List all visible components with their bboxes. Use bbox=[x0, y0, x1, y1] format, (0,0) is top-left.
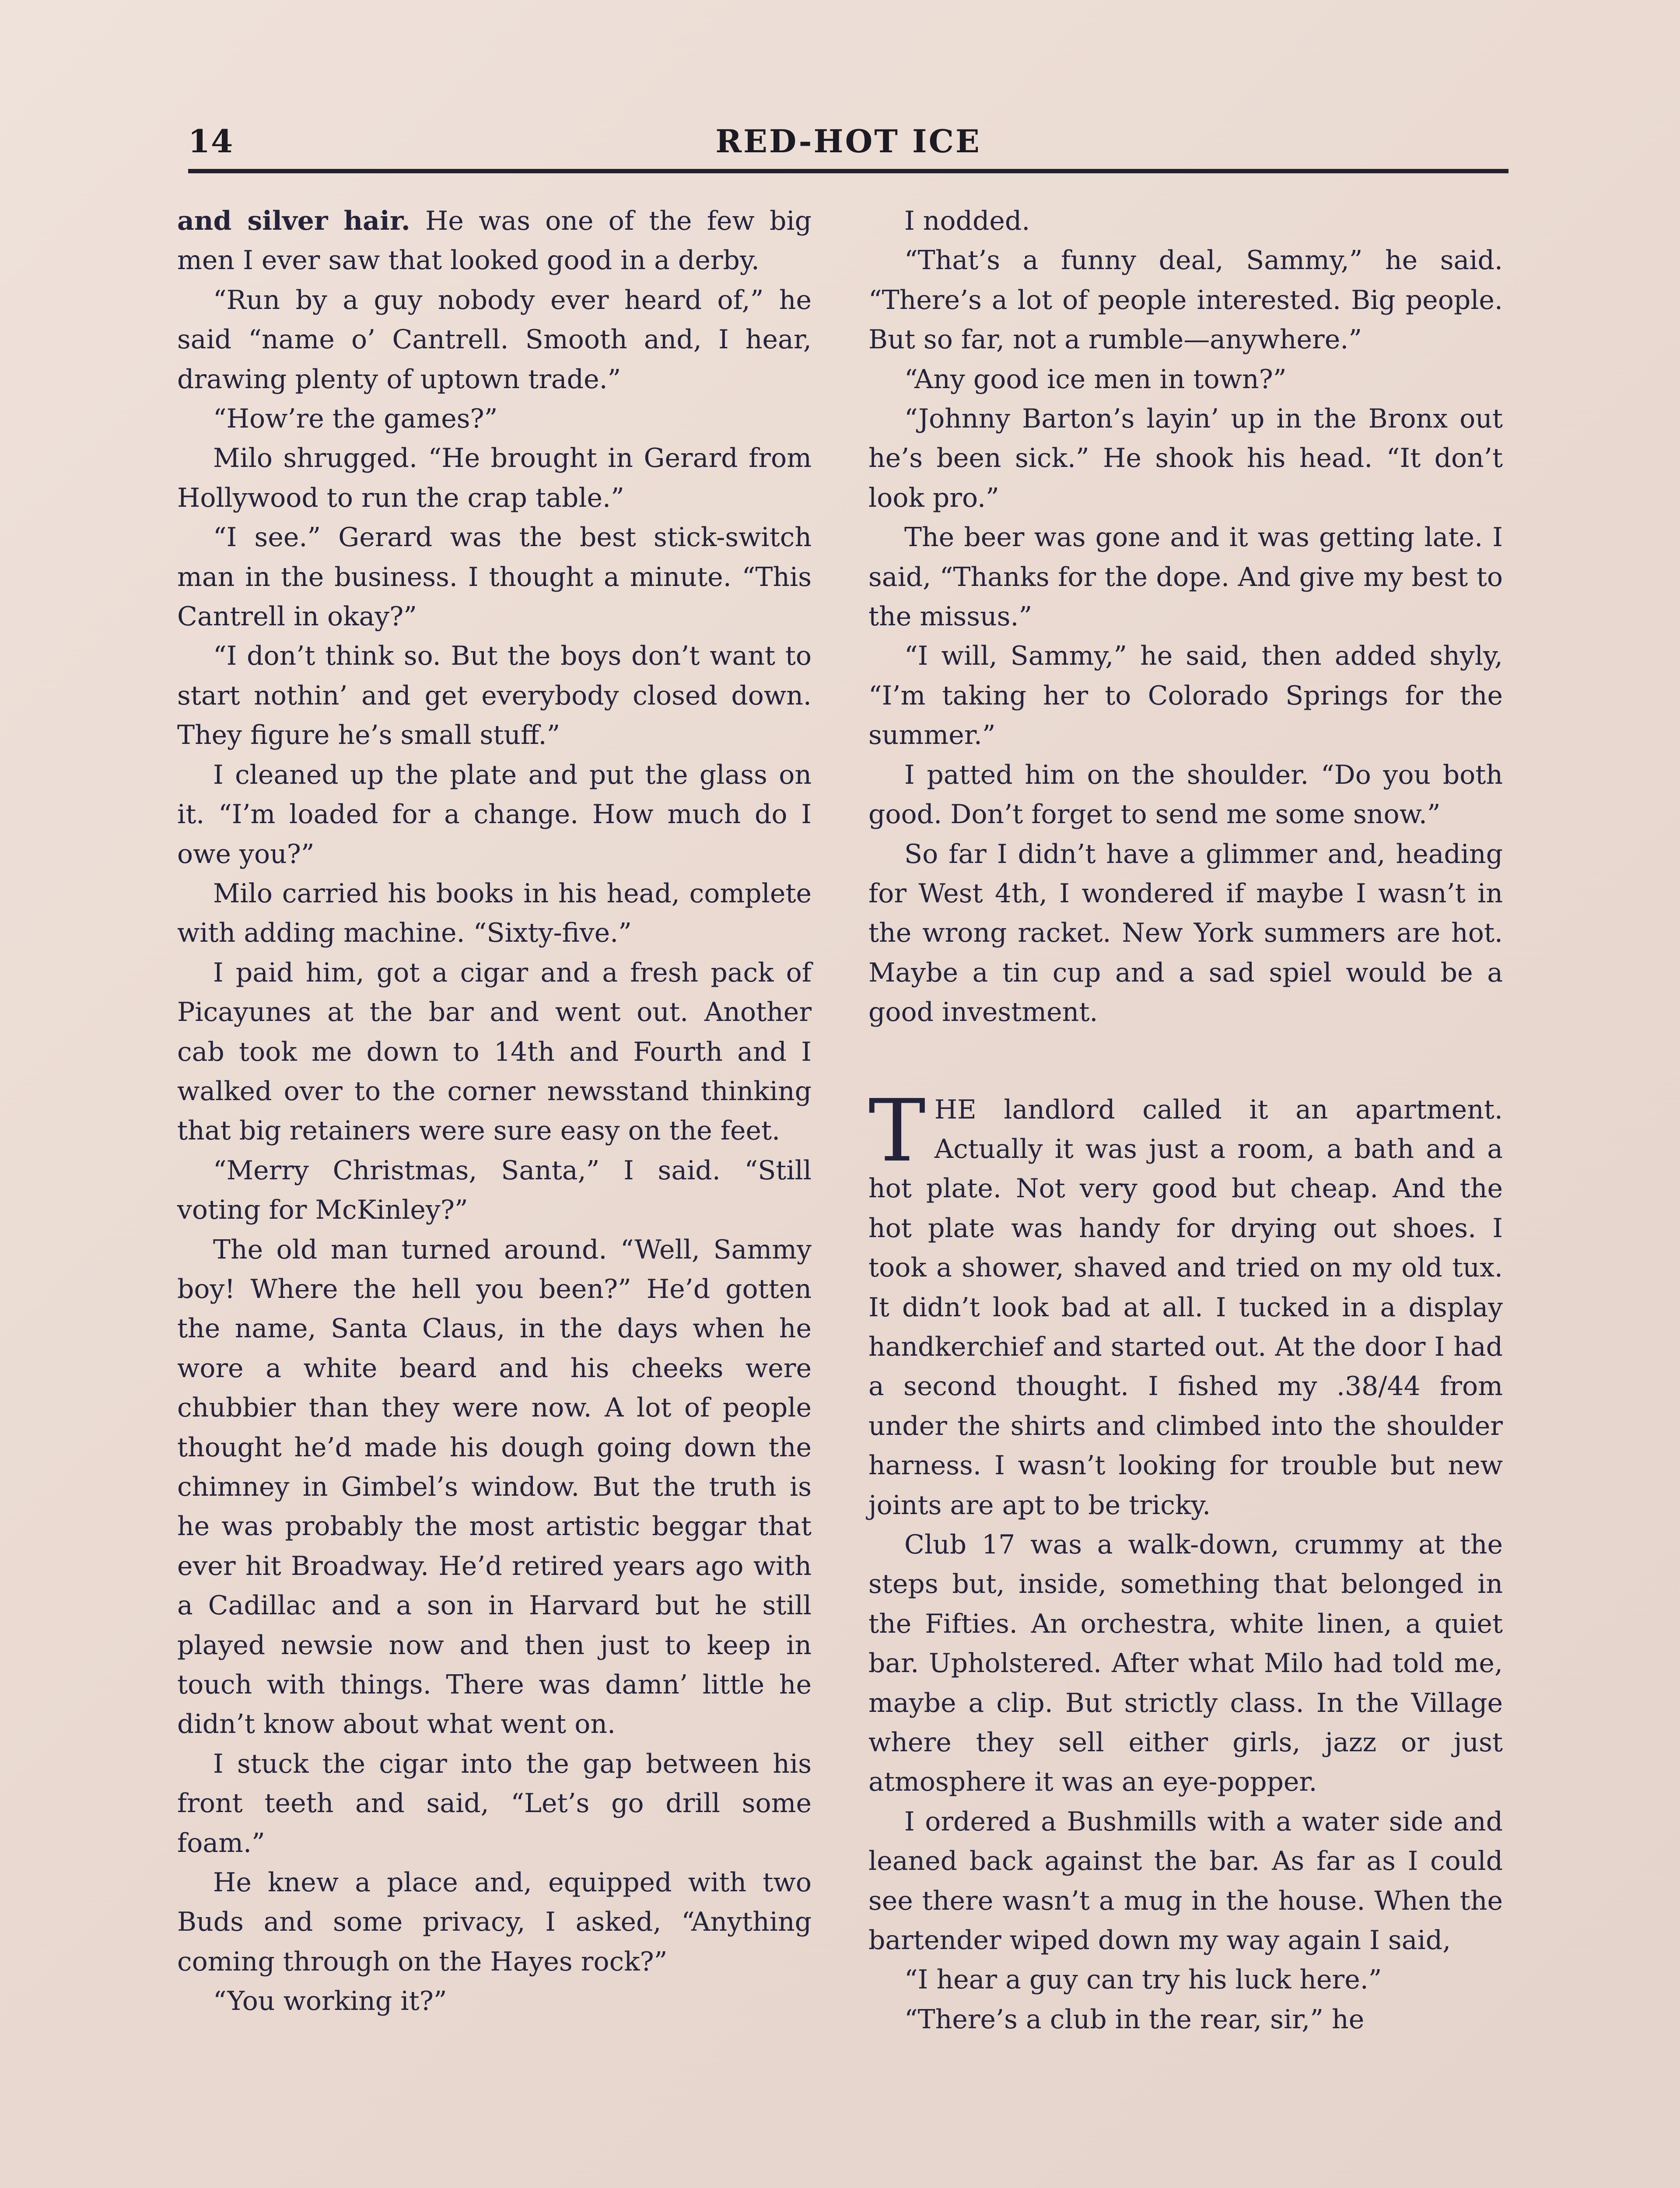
paragraph: I cleaned up the plate and put the glass on it. “I’m loaded for a change. How much do I owe you?” bbox=[177, 759, 812, 870]
paragraph: I paid him, got a cigar and a fresh pack of Picayunes at the bar and went out. Another cab took me down to 14th and Fourth and I walked over to the corner newsstand thinking that big retainers were sure easy on the feet. bbox=[177, 957, 812, 1147]
paragraph: I stuck the cigar into the gap between his front teeth and said, “Let’s go drill some foam.” bbox=[177, 1748, 812, 1858]
left-column bbox=[177, 201, 812, 2021]
paragraph: The beer was gone and it was getting late. I said, “Thanks for the dope. And give my best to the missus.” bbox=[868, 522, 1503, 632]
page-number: 14 bbox=[188, 123, 234, 160]
paragraph: “I see.” Gerard was the best stick-switch man in the business. I thought a minute. “This Cantrell in okay?” bbox=[177, 522, 812, 632]
paragraph: “That’s a funny deal, Sammy,” he said. “There’s a lot of people interested. Big people. But so far, not a rumble—anywhere.” bbox=[868, 245, 1503, 355]
bold-lead-text: and silver hair. bbox=[177, 206, 410, 236]
paragraph: The old man turned around. “Well, Sammy boy! Where the hell you been?” He’d gotten the name, Santa Claus, in the days when he wore a white beard and his cheeks were chubbier than they were now. A lot of people thought he’d made his dough going down the chimney in Gimbel’s window. But the truth is he was probably the most artistic beggar that ever hit Broadway. He’d retired years ago with a Cadillac and a son in Harvard but he still played newsie now and then just to keep in touch with things. There was damn’ little he didn’t know about what went on. bbox=[177, 1234, 812, 1740]
paragraph: “How’re the games?” bbox=[213, 403, 498, 435]
paragraph: “Merry Christmas, Santa,” I said. “Still voting for McKinley?” bbox=[177, 1155, 812, 1226]
paragraph: “Johnny Barton’s layin’ up in the Bronx out he’s been sick.” He shook his head. “It don’t look pro.” bbox=[868, 403, 1503, 513]
paragraph: So far I didn’t have a glimmer and, heading for West 4th, I wondered if maybe I wasn’t in the wrong racket. New York summers are hot. Maybe a tin cup and a sad spiel would be a good investment. bbox=[868, 838, 1503, 1028]
paragraph: Milo carried his books in his head, complete with adding machine. “Sixty-five.” bbox=[177, 878, 812, 949]
header-rule bbox=[188, 169, 1508, 173]
paragraph: He knew a place and, equipped with two Buds and some privacy, I asked, “Anything coming through on the Hayes rock?” bbox=[177, 1867, 812, 1977]
paragraph: I patted him on the shoulder. “Do you both good. Don’t forget to send me some snow.” bbox=[868, 759, 1503, 830]
paragraph: “I don’t think so. But the boys don’t want to start nothin’ and get everybody closed down. They figure he’s small stuff.” bbox=[177, 641, 812, 751]
paragraph: “Run by a guy nobody ever heard of,” he said “name o’ Cantrell. Smooth and, I hear, drawing plenty of uptown trade.” bbox=[177, 284, 812, 395]
paragraph: “There’s a club in the rear, sir,” he bbox=[904, 2004, 1365, 2035]
paragraph bbox=[868, 1081, 1503, 1525]
right-column bbox=[868, 201, 1503, 2039]
page-header bbox=[188, 118, 1508, 171]
paragraph: Milo shrugged. “He brought in Gerard from Hollywood to run the crap table.” bbox=[177, 443, 812, 513]
section-break bbox=[868, 1032, 1503, 1090]
paragraph: “I hear a guy can try his luck here.” bbox=[904, 1964, 1382, 1995]
paragraph-text: HE landlord called it an apartment. Actually it was just a room, a bath and a hot plate. Not very good but cheap. And the hot plate was handy for drying out shoes. I took a shower, shaved and tried on my old tux. It didn’t look bad at all. I tucked in a display handkerchief and started out. At the door I had a second thought. I fished my .38/44 from under the shirts and climbed into the shoulder harness. I wasn’t looking for trouble but new joints are apt to be tricky. bbox=[868, 1094, 1503, 1521]
paragraph: I nodded. bbox=[904, 206, 1030, 236]
paragraph: “I will, Sammy,” he said, then added shyly, “I’m taking her to Colorado Springs for the summer.” bbox=[868, 641, 1503, 751]
drop-cap: T bbox=[868, 1081, 926, 1181]
paragraph: I ordered a Bushmills with a water side and leaned back against the bar. As far as I could see there wasn’t a mug in the house. When the bartender wiped down my way again I said, bbox=[868, 1806, 1503, 1956]
paragraph: Club 17 was a walk-down, crummy at the steps but, inside, something that belonged in the Fifties. An orchestra, white linen, a quiet bar. Upholstered. After what Milo had told me, maybe a clip. But strictly class. In the Village where they sell either girls, jazz or just atmosphere it was an eye-popper. bbox=[868, 1529, 1503, 1798]
paragraph: “You working it?” bbox=[213, 1986, 447, 2017]
paragraph bbox=[177, 201, 812, 281]
paragraph: “Any good ice men in town?” bbox=[904, 364, 1287, 395]
paragraph-text: He was one of the few big men I ever saw that looked good in a derby. bbox=[177, 206, 812, 276]
running-title: RED-HOT ICE bbox=[715, 123, 981, 160]
